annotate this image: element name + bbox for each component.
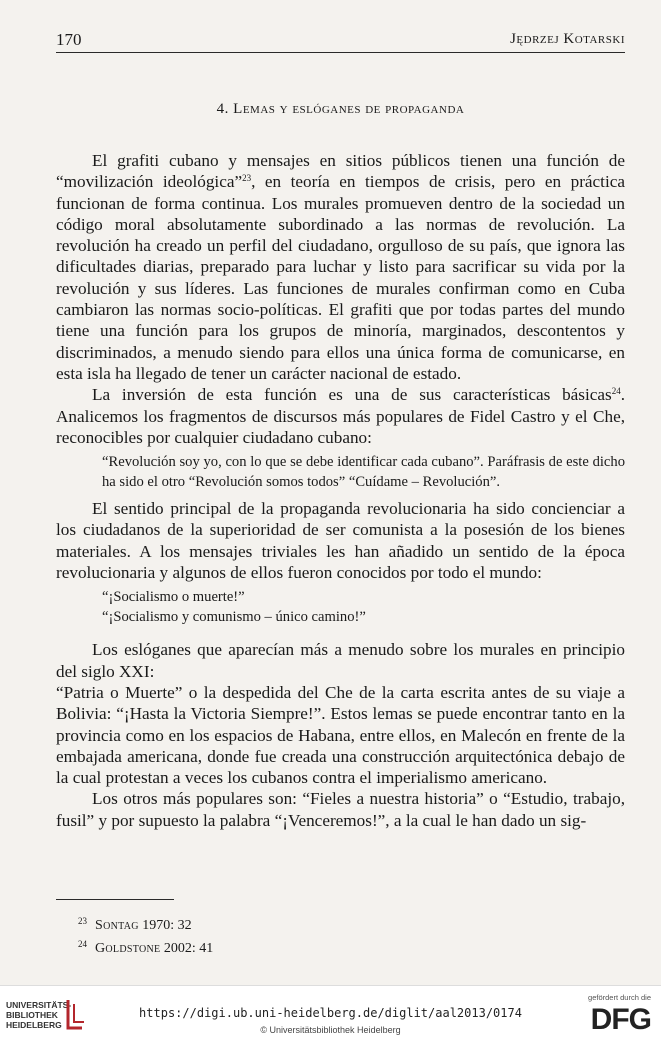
- paragraph: El sentido principal de la propaganda revolucionaria ha sido concienciar a los ciudadanos de la superioridad de ser comunista a la posesión de los bienes materiales. A los mensajes triviales les han añadido un sentido de la época revolucionaria y algunos de ellos fueron conocidos por todo el mundo:: [56, 499, 625, 583]
- library-logo-text: UNIVERSITÄTS- BIBLIOTHEK HEIDELBERG: [6, 1000, 72, 1030]
- footnote-number: 23: [78, 916, 87, 926]
- paragraph: [56, 384, 625, 448]
- paragraph: “Patria o Muerte” o la despedida del Che de la carta escrita antes de su viaje a Bolivia: “¡Hasta la Victoria Siempre!”. Estos lemas se puede encontrar tanto en la provincia como en los espacios de Habana, entre ellos, en Malecón en frente de la embajada americana, donde fue creada una construcción arquitectónica debajo de la cual protestan a veces los cubanos contra el imperialismo americano.: [56, 682, 625, 788]
- paragraph-text: . Analicemos los fragmentos de discursos más populares de Fidel Castro y el Che, reconocibles por cualquier ciudadano cubano:: [56, 385, 625, 447]
- footnote-ref-text: 2002: 41: [160, 941, 214, 956]
- paragraph: [56, 150, 625, 384]
- body-text: [56, 150, 625, 831]
- footnote-ref: 23: [242, 173, 252, 184]
- footnote-author: Sontag: [95, 918, 139, 933]
- page-header: [56, 30, 625, 53]
- block-quote: “Revolución soy yo, con lo que se debe identificar cada cubano”. Paráfrasis de este dicho ha sido el otro “Revolución somos todos” “Cuídame – Revolución”.: [102, 454, 625, 491]
- digitization-footer: [0, 985, 661, 1045]
- block-quote: “¡Socialismo y comunismo – único camino!”: [102, 609, 366, 626]
- footnote-rule: [56, 899, 174, 900]
- block-quote: “¡Socialismo o muerte!”: [102, 589, 245, 606]
- funded-by-text: gefördert durch die: [588, 993, 651, 1002]
- paragraph-text: , en teoría en tiempos de crisis, pero en práctica funcionan de forma continua. Los murales promueven dentro de la sociedad un código moral absolutamente subordinado a las normas de revolución. La revolución ha creado un perfil del ciudadano, orgulloso de su país, que ignora las dificultades diarias, preparado para luchar y listo para sacrificar su vida por la revolución y sus líderes. Las funciones de murales confirman como en Cuba cambiaron las normas socio-políticas. El grafiti que por todas partes del mundo tiene una función para los grupos de minoría, marginados, descontentos y discriminados, a menudo siendo para ellos una única forma de comunicarse, en esta isla ha llegado de tener un carácter nacional de estado.: [56, 172, 625, 383]
- paragraph: Los eslóganes que aparecían más a menudo sobre los murales en principio del siglo XXI:: [56, 640, 625, 681]
- source-url-link[interactable]: https://digi.ub.uni-heidelberg.de/diglit/aal2013/0174: [139, 1006, 522, 1020]
- footnote-number: 24: [78, 939, 87, 949]
- paragraph-text: El grafiti cubano y mensajes en sitios públicos tienen una función de “movilización ideológica”: [56, 151, 625, 192]
- page-number: 170: [56, 30, 82, 49]
- footnote-ref-text: 1970: 32: [138, 918, 192, 933]
- section-title: 4. Lemas y eslóganes de propaganda: [216, 101, 465, 117]
- footnote-ref: 24: [611, 386, 621, 397]
- paragraph: Los otros más populares son: “Fieles a nuestra historia” o “Estudio, trabajo, fusil” y por supuesto la palabra “¡Venceremos!”, a la cual le han dado un sig-: [56, 789, 625, 830]
- footnotes: [78, 912, 213, 958]
- paragraph-text: La inversión de esta función es una de sus características básicas: [92, 385, 612, 405]
- footnote: [78, 935, 213, 958]
- footnote: [78, 912, 213, 935]
- running-head: Jędrzej Kotarski: [510, 31, 625, 47]
- footnote-author: Goldstone: [95, 941, 161, 956]
- dfg-logo: DFG: [590, 1003, 651, 1036]
- copyright-text: © Universitätsbibliothek Heidelberg: [260, 1025, 401, 1035]
